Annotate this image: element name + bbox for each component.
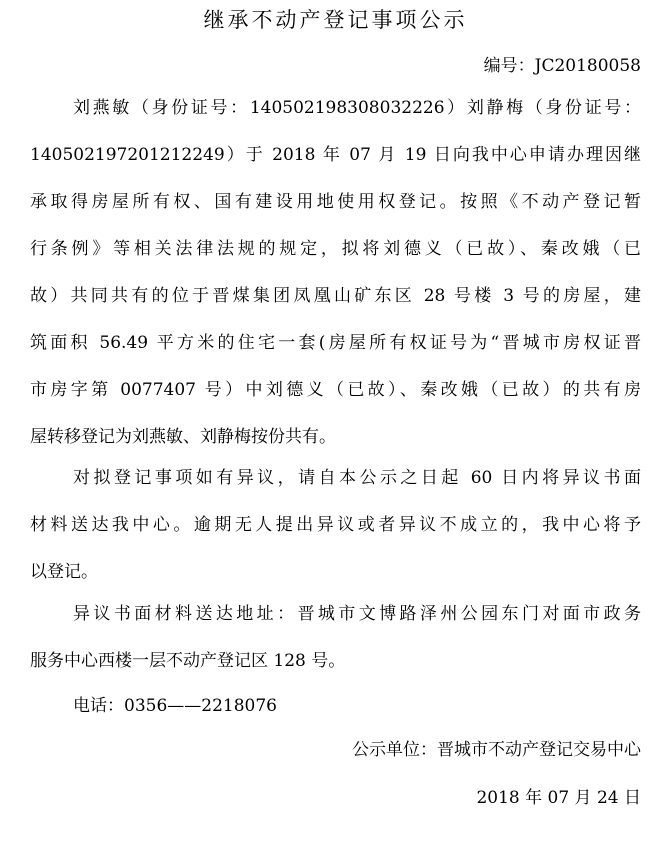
paragraph1-line: 屋转移登记为刘燕敏、刘静梅按份共有。 xyxy=(30,427,336,447)
notice-title: 继承不动产登记事项公示 xyxy=(203,8,468,32)
paragraph1-line: 故）共同共有的位于晋煤集团凤凰山矿东区 28 号楼 3 号的房屋，建 xyxy=(30,286,641,306)
paragraph2-line: 以登记。 xyxy=(30,562,98,582)
paragraph1-line: 市房字第 0077407 号）中刘德义（已故）、秦改娥（已故）的共有房 xyxy=(30,380,641,400)
paragraph1-line: 承取得房屋所有权、国有建设用地使用权登记。按照《不动产登记暂 xyxy=(30,192,641,212)
phone-line: 电话：0356——2218076 xyxy=(73,696,277,716)
date-line: 2018 年 07 月 24 日 xyxy=(476,788,641,808)
paragraph1-line: 刘燕敏（身份证号：140502198308032226）刘静梅（身份证号： xyxy=(73,98,641,118)
paragraph3-line: 服务中心西楼一层不动产登记区 128 号。 xyxy=(30,651,346,671)
paragraph1-line: 筑面积 56.49 平方米的住宅一套(房屋所有权证号为“晋城市房权证晋 xyxy=(30,333,641,353)
paragraph2-line: 对拟登记事项如有异议，请自本公示之日起 60 日内将异议书面 xyxy=(73,468,641,488)
paragraph1-line: 行条例》等相关法律法规的规定，拟将刘德义（已故）、秦改娥（已 xyxy=(30,239,641,259)
paragraph1-line: 140502197201212249）于 2018 年 07 月 19 日向我中心申请办理因继 xyxy=(30,145,641,165)
paragraph3-line: 异议书面材料送达地址：晋城市文博路泽州公园东门对面市政务 xyxy=(73,604,641,624)
publisher-line: 公示单位：晋城市不动产登记交易中心 xyxy=(352,740,641,760)
notice-number: 编号：JC20180058 xyxy=(483,56,641,76)
paragraph2-line: 材料送达我中心。逾期无人提出异议或者异议不成立的，我中心将予 xyxy=(30,515,641,535)
